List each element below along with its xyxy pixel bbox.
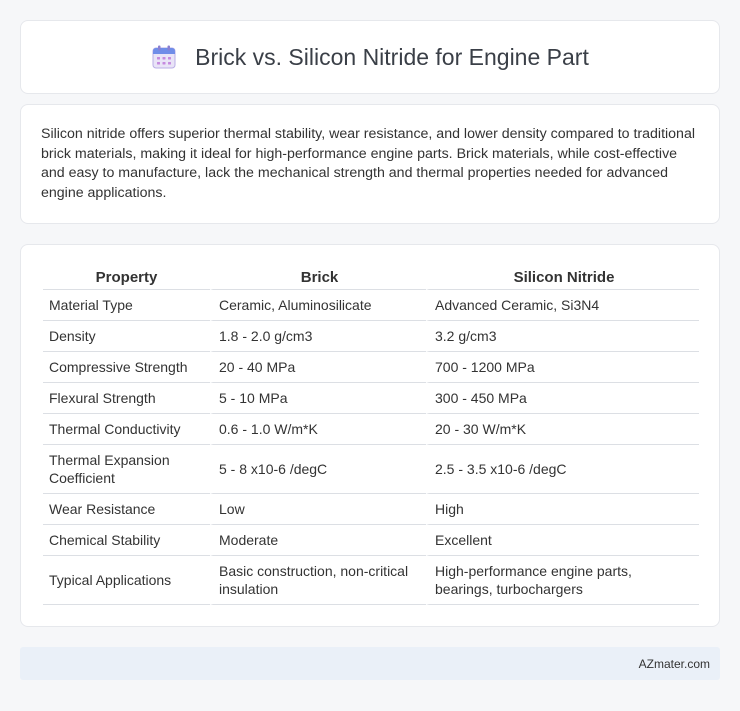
column-header-property: Property [43,265,210,290]
brick-cell: 1.8 - 2.0 g/cm3 [210,321,426,352]
title-wrap [151,44,589,71]
footer-site-name: AZmater.com [638,656,710,671]
brick-cell: Basic construction, non-critical insulation [210,556,426,605]
column-header-brick: Brick [210,265,426,290]
property-cell: Thermal Expansion Coefficient [43,445,210,494]
property-cell: Compressive Strength [43,352,210,383]
footer [20,647,720,680]
silicon-nitride-cell: High-performance engine parts, bearings, turbochargers [426,556,699,605]
table-row [43,383,699,414]
property-cell: Thermal Conductivity [43,414,210,445]
property-cell: Wear Resistance [43,494,210,525]
summary-text: Silicon nitride offers superior thermal stability, wear resistance, and lower density compared to traditional brick materials, making it ideal for high-performance engine parts. Brick materials, while cost-effective and easy to manufacture, lack the mechanical strength and thermal properties needed for advanced engine applications. [41,126,695,201]
brick-cell: 20 - 40 MPa [210,352,426,383]
brick-cell: Low [210,494,426,525]
silicon-nitride-cell: Excellent [426,525,699,556]
calendar-icon [151,44,177,70]
property-cell: Chemical Stability [43,525,210,556]
property-cell: Typical Applications [43,556,210,605]
table-row [43,321,699,352]
table-row [43,445,699,494]
brick-cell: 5 - 8 x10-6 /degC [210,445,426,494]
brick-cell: 0.6 - 1.0 W/m*K [210,414,426,445]
table-row [43,494,699,525]
page-title: Brick vs. Silicon Nitride for Engine Part [195,43,589,70]
table-row [43,525,699,556]
table-header-row [43,265,699,290]
summary-card [20,104,720,224]
silicon-nitride-cell: 3.2 g/cm3 [426,321,699,352]
silicon-nitride-cell: 20 - 30 W/m*K [426,414,699,445]
column-header-silicon-nitride: Silicon Nitride [426,265,699,290]
silicon-nitride-cell: Advanced Ceramic, Si3N4 [426,290,699,321]
table-card [20,244,720,627]
silicon-nitride-cell: 300 - 450 MPa [426,383,699,414]
comparison-table [43,265,699,605]
silicon-nitride-cell: 700 - 1200 MPa [426,352,699,383]
table-row [43,414,699,445]
table-row [43,556,699,605]
property-cell: Density [43,321,210,352]
property-cell: Material Type [43,290,210,321]
property-cell: Flexural Strength [43,383,210,414]
brick-cell: Moderate [210,525,426,556]
table-row [43,290,699,321]
silicon-nitride-cell: High [426,494,699,525]
brick-cell: 5 - 10 MPa [210,383,426,414]
silicon-nitride-cell: 2.5 - 3.5 x10-6 /degC [426,445,699,494]
brick-cell: Ceramic, Aluminosilicate [210,290,426,321]
table-row [43,352,699,383]
title-card [20,20,720,94]
